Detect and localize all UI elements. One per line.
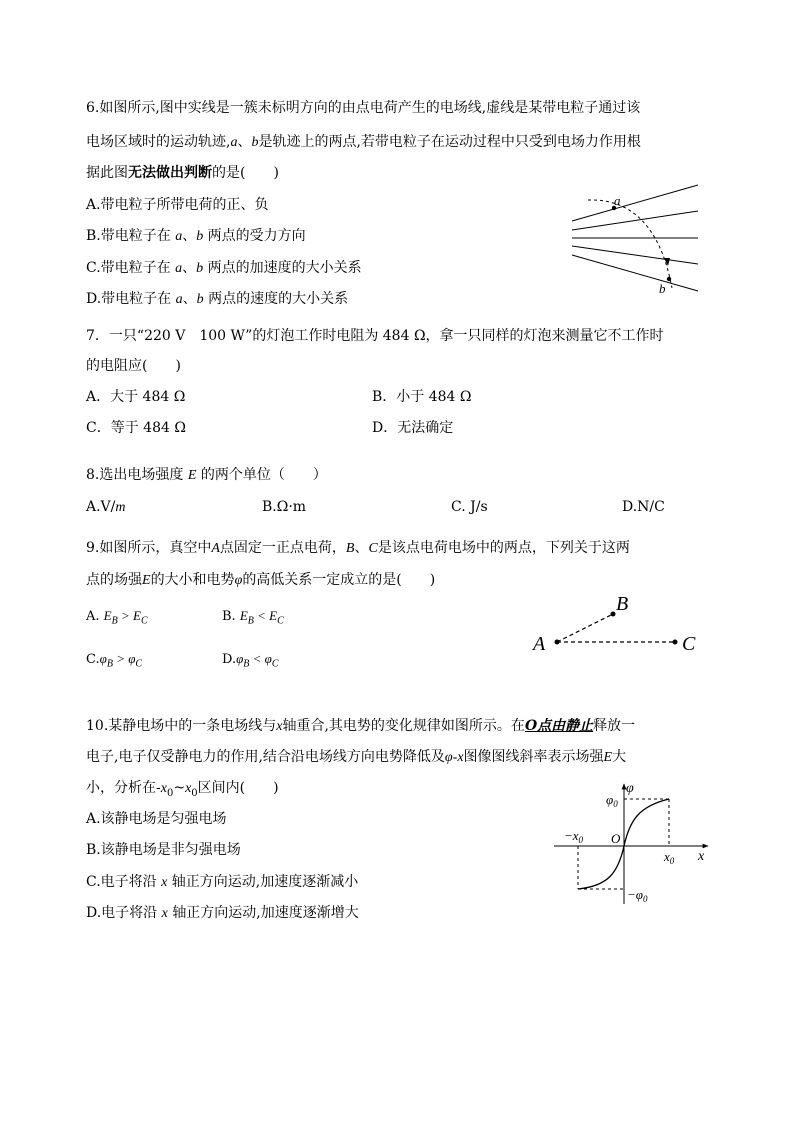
q6-stem-text: 电场区域时的运动轨迹, <box>86 134 231 150</box>
q6-var-b: b <box>196 229 204 244</box>
q9-option-expr: E <box>239 608 248 623</box>
q9-option-expr: < E <box>253 608 278 623</box>
q10-option-text: 轴正方向运动,加速度逐渐增大 <box>172 905 359 921</box>
q6-var-b: b <box>196 261 204 276</box>
q6-option-text: 两点的速度的大小关系 <box>208 291 349 307</box>
field-lines <box>572 185 698 291</box>
q9-option-sub: B <box>247 615 254 627</box>
q6-stem-text: 是轨迹上的两点,若带电粒子在运动过程中只受到电场力作用根 <box>258 134 641 150</box>
q10-stem-text: 图像图线斜率表示场强 <box>463 749 604 765</box>
q9-stem-line2 <box>86 570 435 590</box>
q9-option-sub: B <box>111 615 118 627</box>
q9-option-expr: φ <box>236 651 244 666</box>
q9-option-sub: B <box>106 658 113 670</box>
label-neg-phi0: $-\varphi_0$ <box>627 887 648 904</box>
q6-option-c <box>86 258 362 278</box>
q9-stem-text: 点的场强 <box>86 572 142 588</box>
q9-stem-text: 的大小和电势 <box>150 572 235 588</box>
q7-option-d: D．无法确定 <box>372 420 454 436</box>
label-neg-x0: $-x_0$ <box>564 828 584 845</box>
q10-stem-text: 轴重合,其电势的变化规律如图所示。在 <box>282 718 525 734</box>
q9-option-sub: C <box>135 658 143 670</box>
q10-option-text: C.电子将沿 <box>86 874 157 890</box>
q9-var-phi: φ <box>234 573 243 588</box>
q9-option-expr: > φ <box>112 651 136 666</box>
q9-option-d <box>222 649 279 669</box>
q10-var-phi-x: φ-x <box>444 750 464 765</box>
q9-option-c <box>86 649 142 669</box>
q6-option-b <box>86 226 306 246</box>
q6-sep: 、 <box>237 134 252 150</box>
q9-var-B: B <box>345 541 355 556</box>
q6-option-text: 两点的加速度的大小关系 <box>207 260 362 276</box>
q9-stem-text: 点固定一正点电荷， <box>219 540 346 556</box>
field-line <box>572 185 698 221</box>
q10-potential-graph <box>548 778 714 910</box>
q10-option-c <box>86 872 358 892</box>
q7-stem-line2: 的电阻应( ) <box>86 358 181 374</box>
q10-stem-text: 10.某静电场中的一条电场线与 <box>86 718 277 734</box>
q6-var-a: a <box>175 261 183 276</box>
field-line <box>572 255 698 291</box>
q7-option-b: B．小于 484 Ω <box>372 389 472 405</box>
q7-option-a: A．大于 484 Ω <box>86 389 186 405</box>
q6-sep: 、 <box>182 291 197 307</box>
q8-option-c: C. J/s <box>451 499 488 515</box>
q6-sep: 、 <box>182 228 197 244</box>
q9-option-sub: C <box>277 615 284 627</box>
point-C <box>673 640 678 645</box>
q10-option-text: D.电子将沿 <box>86 905 158 921</box>
q10-option-b: B.该静电场是非匀强电场 <box>86 842 241 858</box>
q10-var-x: x <box>160 781 167 796</box>
q10-stem-text: 区间内( ) <box>197 780 279 796</box>
q6-stem-line1: 6.如图所示,图中实线是一簇未标明方向的由点电荷产生的电场线,虚线是某带电粒子通过该 <box>86 100 641 116</box>
q6-option-text: C.带电粒子在 <box>86 260 171 276</box>
trajectory-arrow <box>664 258 670 266</box>
q9-option-label: D. <box>222 652 237 667</box>
q9-option-label: B. <box>222 609 236 624</box>
point-b <box>667 277 671 281</box>
label-phi: φ <box>626 781 634 796</box>
label-a: a <box>614 193 621 208</box>
q10-stem-line1 <box>86 716 635 736</box>
q9-stem-text: 的高低关系一定成立的是( ) <box>242 572 436 588</box>
q9-option-a <box>86 606 148 626</box>
q10-emphasis: O点由静止 <box>524 718 594 734</box>
q7-option-c: C．等于 484 Ω <box>86 420 186 436</box>
q10-option-text: 轴正方向运动,加速度逐渐减小 <box>171 874 359 890</box>
q10-var-E: E <box>603 750 613 765</box>
q6-option-text: B.带电粒子在 <box>86 228 171 244</box>
q10-stem-text: 大 <box>612 749 627 765</box>
q9-option-b <box>222 606 284 626</box>
line-AB <box>557 614 613 642</box>
q9-option-expr: E <box>103 608 112 623</box>
q9-option-sub: B <box>243 658 250 670</box>
q9-stem-line1: 9.如图所示，真空中A点固定一正点电荷，B、C是该点电荷电场中的两点，下列关于这两 <box>86 540 630 556</box>
q8-stem-text: 的两个单位（ ） <box>200 467 327 483</box>
q9-option-expr: < φ <box>249 651 272 666</box>
q10-var-x: x <box>276 719 283 734</box>
q6-var-a: a <box>175 229 183 244</box>
label-A: A <box>533 633 546 655</box>
field-line <box>572 246 698 264</box>
q10-option-d <box>86 903 359 923</box>
q10-stem-text: 释放一 <box>593 718 636 734</box>
q9-var-A: A <box>211 541 220 556</box>
q8-option-a <box>86 497 126 517</box>
q6-field-lines-figure <box>560 178 705 298</box>
q6-var-b: b <box>196 292 204 307</box>
q9-option-label: C. <box>86 652 100 667</box>
q10-sub: 0 <box>191 787 198 799</box>
label-B: B <box>616 593 629 615</box>
q6-var-a: a <box>230 135 238 150</box>
q6-option-text: D.带电粒子在 <box>86 291 172 307</box>
label-phi0: $\varphi_0$ <box>606 792 618 809</box>
q10-stem-text: 电子,电子仅受静电力的作用,结合沿电场线方向电势降低及 <box>86 749 445 765</box>
q10-stem-text: 小，分析在- <box>86 780 161 796</box>
label-x: x <box>698 849 705 864</box>
q9-option-sub: C <box>140 615 148 627</box>
q6-emphasis: 无法做出判断 <box>128 165 212 181</box>
q9-stem-text: 是该点电荷电场中的两点，下列关于这两 <box>377 540 630 556</box>
q9-option-expr: φ <box>99 651 107 666</box>
q7-stem-line1: 7．一只“220 V 100 W”的灯泡工作时电阻为 484 Ω，拿一只同样的灯泡来测量它不工作时 <box>86 328 664 344</box>
q9-var-C: C <box>368 541 378 556</box>
q9-stem-text: 9.如图所示，真空中 <box>86 540 212 556</box>
q6-stem-text: 据此图 <box>86 165 128 181</box>
q10-sub: 0 <box>166 787 174 799</box>
q8-stem-text: 8.选出电场强度 <box>86 467 184 483</box>
q8-option-var: m <box>115 500 126 515</box>
point-A <box>555 640 560 645</box>
q9-option-expr: > E <box>117 608 141 623</box>
q8-stem <box>86 465 327 485</box>
q6-stem-line3 <box>86 163 279 183</box>
q8-option-text: A.V/ <box>86 499 116 515</box>
q6-option-d <box>86 289 348 309</box>
point-B <box>611 612 616 617</box>
q9-charge-figure <box>525 590 705 660</box>
label-C: C <box>682 633 696 655</box>
q9-var-E: E <box>142 573 151 588</box>
q9-option-label: A. <box>86 609 100 624</box>
label-O: O <box>611 831 621 846</box>
q6-option-a: A.带电粒子所带电荷的正、负 <box>86 197 269 213</box>
q9-option-sub: C <box>271 658 279 670</box>
q10-stem-text: ~ <box>173 780 186 796</box>
q10-option-a: A.该静电场是匀强电场 <box>86 811 227 827</box>
q6-stem-line2 <box>86 132 641 152</box>
q6-option-text: 两点的受力方向 <box>207 228 306 244</box>
q10-stem-line2 <box>86 747 626 767</box>
q10-stem-line3 <box>86 778 279 798</box>
q8-option-d: D.N/C <box>622 499 665 515</box>
q8-var-E: E <box>187 468 197 483</box>
q8-option-b: B.Ω·m <box>262 499 307 515</box>
q10-var-x: x <box>185 781 192 796</box>
q6-sep: 、 <box>182 260 197 276</box>
q10-var-x: x <box>161 875 168 890</box>
label-b: b <box>659 281 666 296</box>
q6-stem-text: 的是( ) <box>212 165 279 181</box>
label-x0: $x_0$ <box>664 849 675 866</box>
q10-var-x: x <box>161 906 168 921</box>
q6-var-a: a <box>175 292 183 307</box>
q6-var-b: b <box>251 135 259 150</box>
